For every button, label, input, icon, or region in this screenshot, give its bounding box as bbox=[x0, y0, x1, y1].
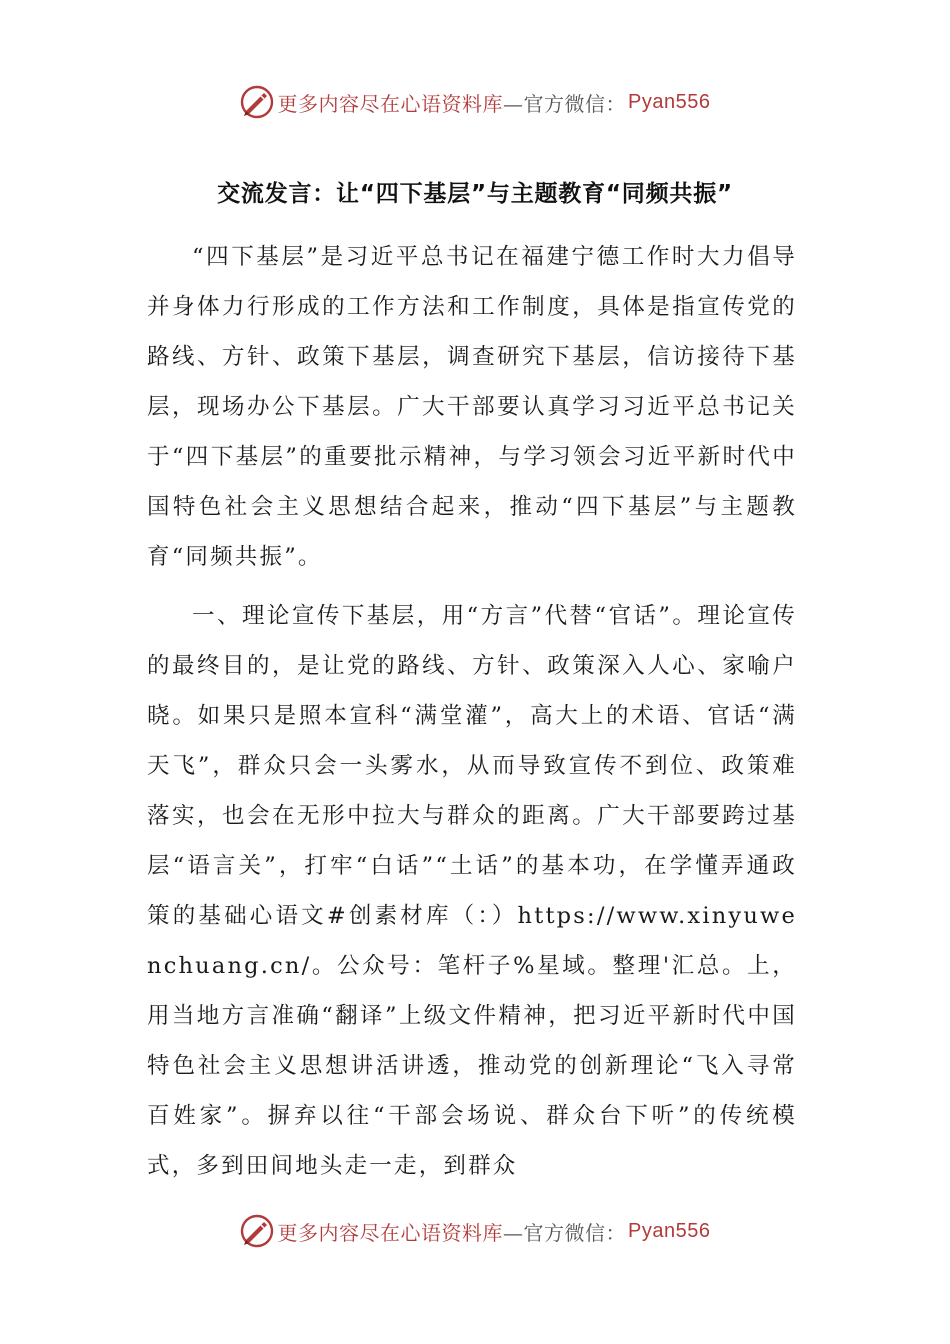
header-watermark-banner bbox=[0, 80, 950, 124]
paragraph-section-one: 一、理论宣传下基层，用“方言”代替“官话”。理论宣传的最终目的，是让党的路线、方针、政策深入人心、家喻户晓。如果只是照本宣科“满堂灌”，高大上的术语、官话“满天飞”，群众只会一头雾水，从而导致宣传不到位、政策难落实，也会在无形中拉大与群众的距离。广大干部要跨过基层“语言关”，打牢“白话”“土话”的基本功，在学懂弄通政策的基础心语文#创素材库（：）https://www.xinyuwenchuang.cn/。公众号：笔杆子%星域。整理'汇总。上，用当地方言准确“翻译”上级文件精神，把习近平新时代中国特色社会主义思想讲活讲透，推动党的创新理论“飞入寻常百姓家”。摒弃以往“干部会场说、群众台下听”的传统模式，多到田间地头走一走，到群众 bbox=[147, 603, 797, 1179]
watermark-brand-text: 更多内容尽在心语资料库 bbox=[277, 91, 504, 116]
watermark-wechat-id: Pyan556 bbox=[628, 90, 711, 113]
watermark-contact-label: —官方微信： bbox=[503, 91, 627, 116]
footer-watermark-banner bbox=[0, 1209, 950, 1253]
watermark-wechat-id: Pyan556 bbox=[628, 1219, 711, 1242]
pen-logo-icon bbox=[240, 1214, 274, 1248]
pen-logo-icon bbox=[240, 85, 274, 119]
paragraph-intro: “四下基层”是习近平总书记在福建宁德工作时大力倡导并身体力行形成的工作方法和工作制度，具体是指宣传党的路线、方针、政策下基层，调查研究下基层，信访接待下基层，现场办公下基层。广大干部要认真学习习近平总书记关于“四下基层”的重要批示精神，与学习领会习近平新时代中国特色社会主义思想结合起来，推动“四下基层”与主题教育“同频共振”。 bbox=[147, 244, 797, 570]
watermark-contact-label: —官方微信： bbox=[503, 1220, 627, 1245]
document-title: 交流发言：让“四下基层”与主题教育“同频共振” bbox=[217, 181, 733, 207]
watermark-brand-text: 更多内容尽在心语资料库 bbox=[277, 1220, 504, 1245]
